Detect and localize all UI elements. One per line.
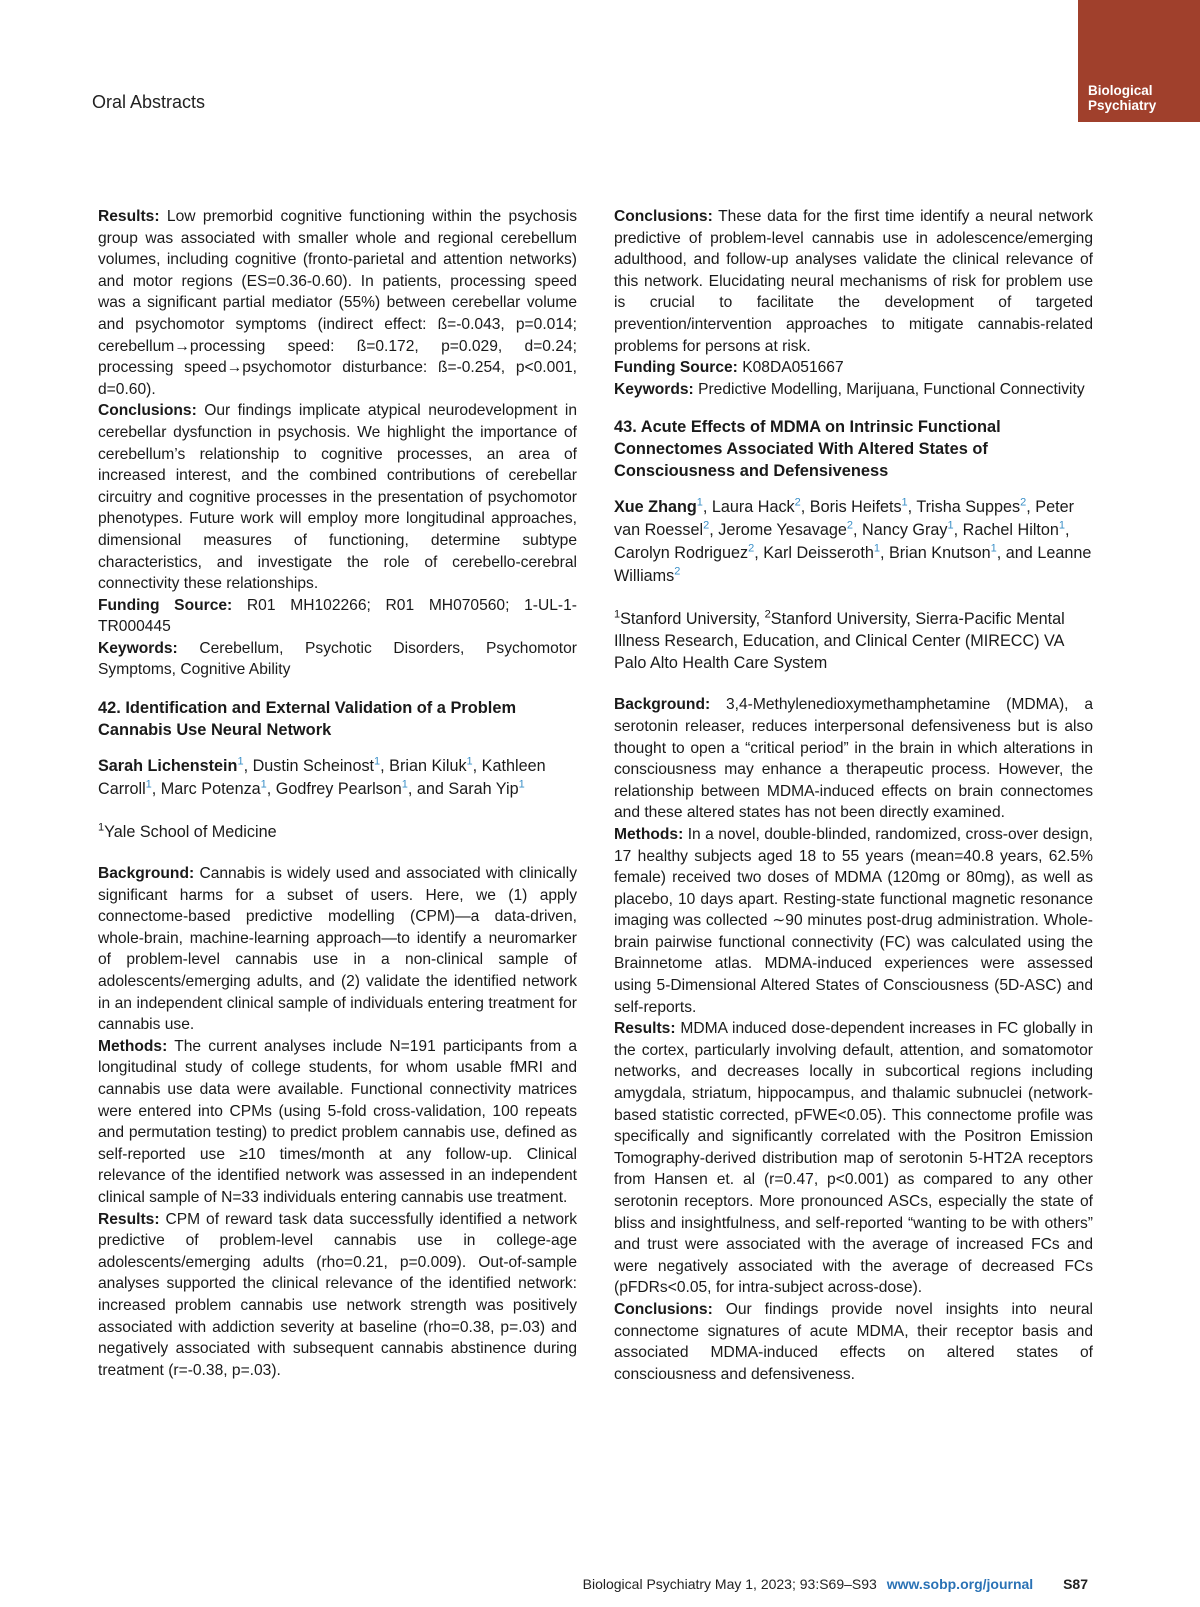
- section-text: Cerebellum, Psychotic Disorders, Psychomotor Symptoms, Cognitive Ability: [98, 639, 577, 679]
- prev-conclusions: [98, 400, 577, 594]
- abstract-42-keywords: [614, 379, 1093, 401]
- section-label: Results:: [98, 208, 160, 225]
- author-separator: ,: [879, 544, 889, 563]
- affiliation-marker: 1: [98, 821, 105, 834]
- author-affiliation-marker: 2: [846, 519, 854, 532]
- author-name: Peter van Roessel: [614, 498, 1074, 540]
- author-separator: ,: [800, 498, 810, 517]
- affiliation-text: Yale School of Medicine: [104, 823, 277, 842]
- abstract-43-results: [614, 1018, 1093, 1299]
- author-name: Nancy Gray: [862, 521, 948, 540]
- author-name: Rachel Hilton: [962, 521, 1059, 540]
- abstract-42-funding: [614, 357, 1093, 379]
- affiliation-marker: 1: [614, 608, 621, 621]
- author-affiliation-marker: 1: [990, 542, 997, 555]
- abstract-42-methods: [98, 1036, 577, 1209]
- section-text: These data for the first time identify a neural network predictive of problem-level cannabis use in adolescence/emerging adulthood, and follow-up analyses validate the clinical relevance of this network. Elucidating neural mechanisms of risk for problem use is crucial to facilitate the development of targeted prevention/intervention approaches to mitigate cannabis-related problems for persons at risk.: [614, 208, 1093, 355]
- author-affiliation-marker: 2: [703, 519, 710, 532]
- author-affiliation-marker: 1: [401, 778, 408, 791]
- section-label: Background:: [614, 696, 711, 714]
- author-separator: ,: [709, 521, 719, 540]
- page-number: S87: [1063, 1576, 1088, 1592]
- author-affiliation-marker: 1: [374, 755, 381, 768]
- author-affiliation-marker: 1: [260, 778, 267, 791]
- author-separator: , and: [996, 544, 1038, 563]
- author-separator: ,: [1065, 521, 1070, 540]
- affiliation-marker: 2: [764, 608, 771, 621]
- author-name: Sarah Yip: [448, 780, 519, 799]
- section-label: Methods:: [614, 825, 684, 843]
- abstract-42-conclusions: [614, 206, 1093, 357]
- author-separator: ,: [1026, 498, 1036, 517]
- right-column: [614, 206, 1093, 1385]
- author-name: Laura Hack: [711, 498, 795, 517]
- author-separator: ,: [853, 521, 863, 540]
- journal-url-link[interactable]: www.sobp.org/journal: [886, 1576, 1034, 1592]
- author-separator: ,: [380, 757, 390, 776]
- abstract-43-authors: [614, 496, 1093, 588]
- footer-citation: Biological Psychiatry May 1, 2023; 93:S69–S93: [582, 1576, 877, 1592]
- abstract-43-affiliation: [614, 608, 1093, 674]
- section-text: Our findings implicate atypical neurodevelopment in cerebellar dysfunction in psychosis. We highlight the importance of cerebellum’s relationship to cognitive processes, an area of increased interest, and the combined contributions of cerebellar circuitry and cognitive processes in the presentation of psychomotor phenotypes. Future work will employ more longitudinal approaches, dimensional measures of functioning, determine subtype characteristics, and investigate the role of cerebello-cerebral connectivity these relationships.: [98, 402, 577, 593]
- author-name: Leanne Williams: [614, 544, 1092, 586]
- author-name: Trisha Suppes: [916, 498, 1021, 517]
- author-name: Karl Deisseroth: [763, 544, 874, 563]
- section-label: Conclusions:: [98, 402, 197, 420]
- author-separator: ,: [754, 544, 764, 563]
- section-text: The current analyses include N=191 participants from a longitudinal study of college students, for whom usable fMRI and cannabis use data were available. Functional connectivity matrices were entered into CPMs (using 5-fold cross-validation, 100 repeats and permutation testing) to predict problem cannabis use, defined as self-reported use ≥10 times/month at any follow-up. Clinical relevance of the identified network was assessed in an independent clinical sample of N=33 individuals entering cannabis use treatment.: [98, 1037, 577, 1206]
- author-separator: ,: [151, 780, 161, 799]
- author-name: Kathleen Carroll: [98, 757, 546, 799]
- section-label: Conclusions:: [614, 1300, 713, 1318]
- section-text: 3,4-Methylenedioxymethamphetamine (MDMA), a serotonin releaser, reduces interpersonal defensiveness but is also thought to open a “critical period” in the brain in which alterations in consciousness may enhance a therapeutic process. However, the relationship between MDMA-induced effects on brain connectomes and these altered states has not been directly examined.: [614, 696, 1093, 822]
- journal-badge: [1078, 0, 1200, 122]
- author-affiliation-marker: 1: [696, 496, 703, 509]
- author-separator: ,: [953, 521, 963, 540]
- section-label: Results:: [98, 1210, 160, 1228]
- affiliation-text: Stanford University, Sierra-Pacific Mental Illness Research, Education, and Clinical Center (MIRECC) VA Palo Alto Health Care System: [614, 610, 1065, 673]
- section-text: In a novel, double-blinded, randomized, cross-over design, 17 healthy subjects aged 18 to 55 years (mean=40.8 years, 62.5% female) received two doses of MDMA (120mg or 80mg), as well as placebo, 10 days apart. Resting-state functional magnetic resonance imaging was collected ∼90 minutes post-drug administration. Whole-brain pairwise functional connectivity (FC) was calculated using the Brainnetome atlas. MDMA-induced experiences were assessed using 5-Dimensional Altered States of Consciousness (5D-ASC) and self-reports.: [614, 825, 1093, 1016]
- abstract-42-authors: [98, 755, 577, 801]
- journal-badge-line2: Psychiatry: [1088, 98, 1157, 113]
- author-name: Boris Heifets: [809, 498, 902, 517]
- section-text: R01 MH102266; R01 MH070560; 1-UL-1-TR000445: [98, 596, 577, 636]
- author-affiliation-marker: 2: [748, 542, 755, 555]
- author-affiliation-marker: 1: [947, 519, 954, 532]
- section-label: Keywords:: [98, 639, 178, 657]
- section-text: MDMA induced dose-dependent increases in FC globally in the cortex, particularly involving default, attention, and somatomotor networks, and decreases locally in subcortical regions including amygdala, striatum, hippocampus, and thalamic subnuclei (network-based statistic corrected, pFWE<0.05). This connectome profile was specifically and significantly correlated with the Positron Emission Tomography-derived distribution map of serotonin 5-HT2A receptors from Hansen et. al (r=0.47, p<0.001) as compared to any other serotonin receptors. More pronounced ASCs, especially the state of bliss and insightfulness, and self-reported “wanting to be with others” and trust were associated with the average of increased FCs and were negatively associated with the average of decreased FCs (pFDRs<0.05, for intra-subject across-dose).: [614, 1020, 1093, 1297]
- abstract-43-title: 43. Acute Effects of MDMA on Intrinsic Functional Connectomes Associated With Altered States of Consciousness and Defensiveness: [614, 418, 1001, 481]
- author-affiliation-marker: 1: [1058, 519, 1066, 532]
- author-name: Brian Kiluk: [389, 757, 467, 776]
- author-name: Brian Knutson: [888, 544, 991, 563]
- author-name: Carolyn Rodriguez: [614, 544, 749, 563]
- author-name: Jerome Yesavage: [718, 521, 847, 540]
- author-name: Marc Potenza: [160, 780, 261, 799]
- page-footer: [583, 1576, 1088, 1592]
- author-affiliation-marker: 1: [237, 755, 244, 768]
- affiliation-text: Stanford University,: [620, 610, 765, 629]
- abstract-42-results: [98, 1209, 577, 1382]
- author-name: Sarah Lichenstein: [98, 757, 238, 776]
- section-label: Background:: [98, 865, 195, 883]
- section-text: Our findings provide novel insights into neural connectome signatures of acute MDMA, their receptor basis and associated MDMA-induced effects on altered states of consciousness and defensiveness.: [614, 1300, 1093, 1383]
- author-name: Xue Zhang: [614, 498, 697, 517]
- author-separator: ,: [266, 780, 276, 799]
- abstract-43-methods: [614, 824, 1093, 1018]
- section-title: Oral Abstracts: [92, 92, 206, 112]
- section-text: Low premorbid cognitive functioning within the psychosis group was associated with smaller whole and regional cerebellum volumes, including cognitive (fronto-parietal and attention networks) and motor regions (ES=0.36-0.60). In patients, processing speed was a significant partial mediator (55%) between cerebellar volume and psychomotor symptoms (indirect effect: ß=-0.043, p=0.014; cerebellum→processing speed: ß=0.172, p=0.029, d=0.24; processing speed→psychomotor disturbance: ß=-0.254, p<0.001, d=0.60).: [98, 208, 577, 398]
- section-text: K08DA051667: [737, 359, 844, 377]
- author-affiliation-marker: 1: [466, 755, 473, 768]
- author-separator: ,: [702, 498, 712, 517]
- section-label: Funding Source:: [614, 359, 738, 377]
- section-text: Predictive Modelling, Marijuana, Functional Connectivity: [693, 380, 1085, 398]
- author-affiliation-marker: 2: [674, 565, 681, 578]
- section-label: Funding Source:: [98, 596, 233, 614]
- abstract-42-title: 42. Identification and External Validation of a Problem Cannabis Use Neural Network: [98, 699, 517, 740]
- author-affiliation-marker: 1: [145, 778, 152, 791]
- author-separator: ,: [243, 757, 253, 776]
- section-label: Methods:: [98, 1037, 168, 1055]
- author-separator: , and: [407, 780, 449, 799]
- abstract-42-background: [98, 863, 577, 1036]
- section-text: CPM of reward task data successfully identified a network predictive of problem-level cannabis use in college-age adolescents/emerging adults (rho=0.21, p=0.009). Out-of-sample analyses supported the clinical relevance of the identified network: increased problem cannabis use network strength was positively associated with addiction severity at baseline (rho=0.38, p=.03) and negatively associated with subsequent cannabis abstinence during treatment (r=-0.38, p=.03).: [98, 1210, 577, 1379]
- abstract-42-affiliation: [98, 821, 577, 843]
- section-label: Conclusions:: [614, 208, 713, 225]
- abstract-43-background: [614, 694, 1093, 824]
- author-name: Godfrey Pearlson: [275, 780, 402, 799]
- author-separator: ,: [472, 757, 482, 776]
- section-text: Cannabis is widely used and associated with clinically significant harms for a subset of users. Here, we (1) apply connectome-based predictive modelling (CPM)—a data-driven, whole-brain, machine-learning approach—to identify a neuromarker of problem-level cannabis use in a non-clinical sample of adolescents/emerging adults, and (2) validate the identified network in an independent clinical sample of individuals entering treatment for cannabis use.: [98, 865, 577, 1034]
- author-affiliation-marker: 1: [901, 496, 908, 509]
- abstract-43-conclusions: [614, 1299, 1093, 1385]
- left-column: [98, 206, 577, 1381]
- author-affiliation-marker: 2: [794, 496, 801, 509]
- author-affiliation-marker: 1: [873, 542, 880, 555]
- prev-funding: [98, 595, 577, 638]
- journal-badge-line1: Biological: [1088, 83, 1153, 98]
- author-affiliation-marker: 1: [518, 778, 525, 791]
- section-label: Results:: [614, 1020, 676, 1038]
- author-name: Dustin Scheinost: [252, 757, 375, 776]
- author-separator: ,: [907, 498, 917, 517]
- prev-keywords: [98, 638, 577, 681]
- author-affiliation-marker: 2: [1020, 496, 1027, 509]
- prev-results: [98, 206, 577, 400]
- section-label: Keywords:: [614, 380, 694, 398]
